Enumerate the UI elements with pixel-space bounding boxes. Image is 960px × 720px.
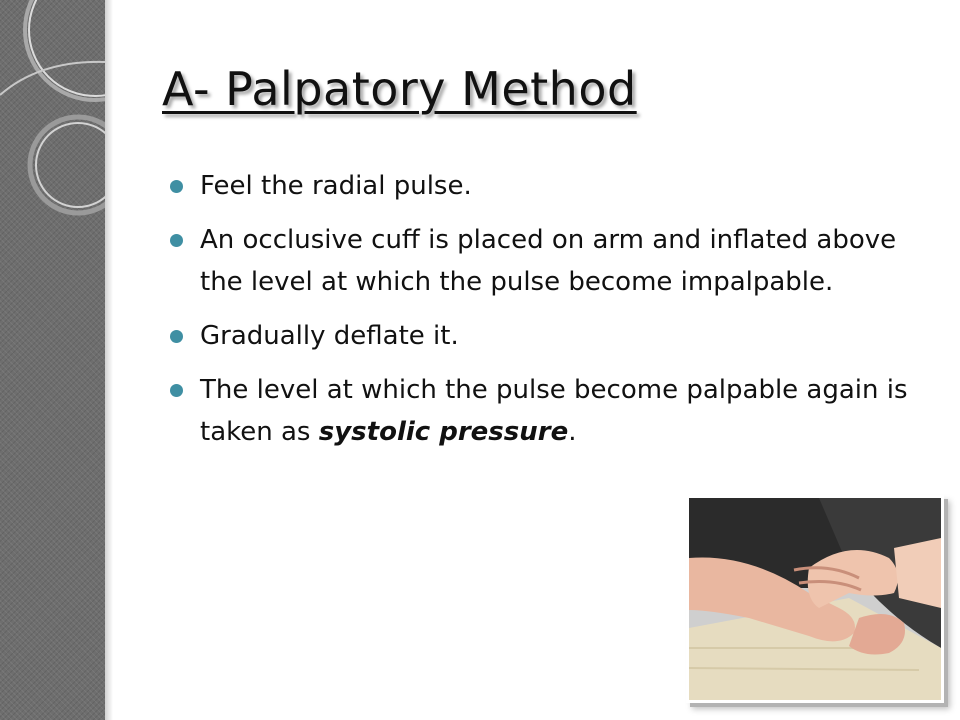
bullet-emphasis: systolic pressure	[318, 417, 569, 447]
bullet-text: The level at which the pulse become palpable again is taken as	[200, 375, 908, 447]
bullet-dot-icon	[170, 180, 183, 193]
slide-title: A- Palpatory Method	[162, 62, 637, 116]
bullet-dot-icon	[170, 384, 183, 397]
bullet-text-end: .	[568, 417, 577, 447]
hand-photo-illustration	[689, 498, 941, 700]
bullet-text: Feel the radial pulse.	[200, 171, 472, 201]
decorative-side-band	[0, 0, 105, 720]
bullet-dot-icon	[170, 234, 183, 247]
bullet-item	[170, 315, 910, 357]
bullet-item	[170, 165, 910, 207]
decorative-circles	[0, 0, 105, 260]
bullet-item	[170, 219, 910, 303]
pulse-palpation-photo	[686, 495, 944, 703]
bullet-item	[170, 369, 910, 453]
bullet-list	[170, 165, 910, 465]
bullet-dot-icon	[170, 330, 183, 343]
bullet-text: Gradually deflate it.	[200, 321, 459, 351]
side-band-shadow	[105, 0, 113, 720]
bullet-text: An occlusive cuff is placed on arm and inflated above the level at which the pulse become impalpable.	[200, 225, 897, 297]
